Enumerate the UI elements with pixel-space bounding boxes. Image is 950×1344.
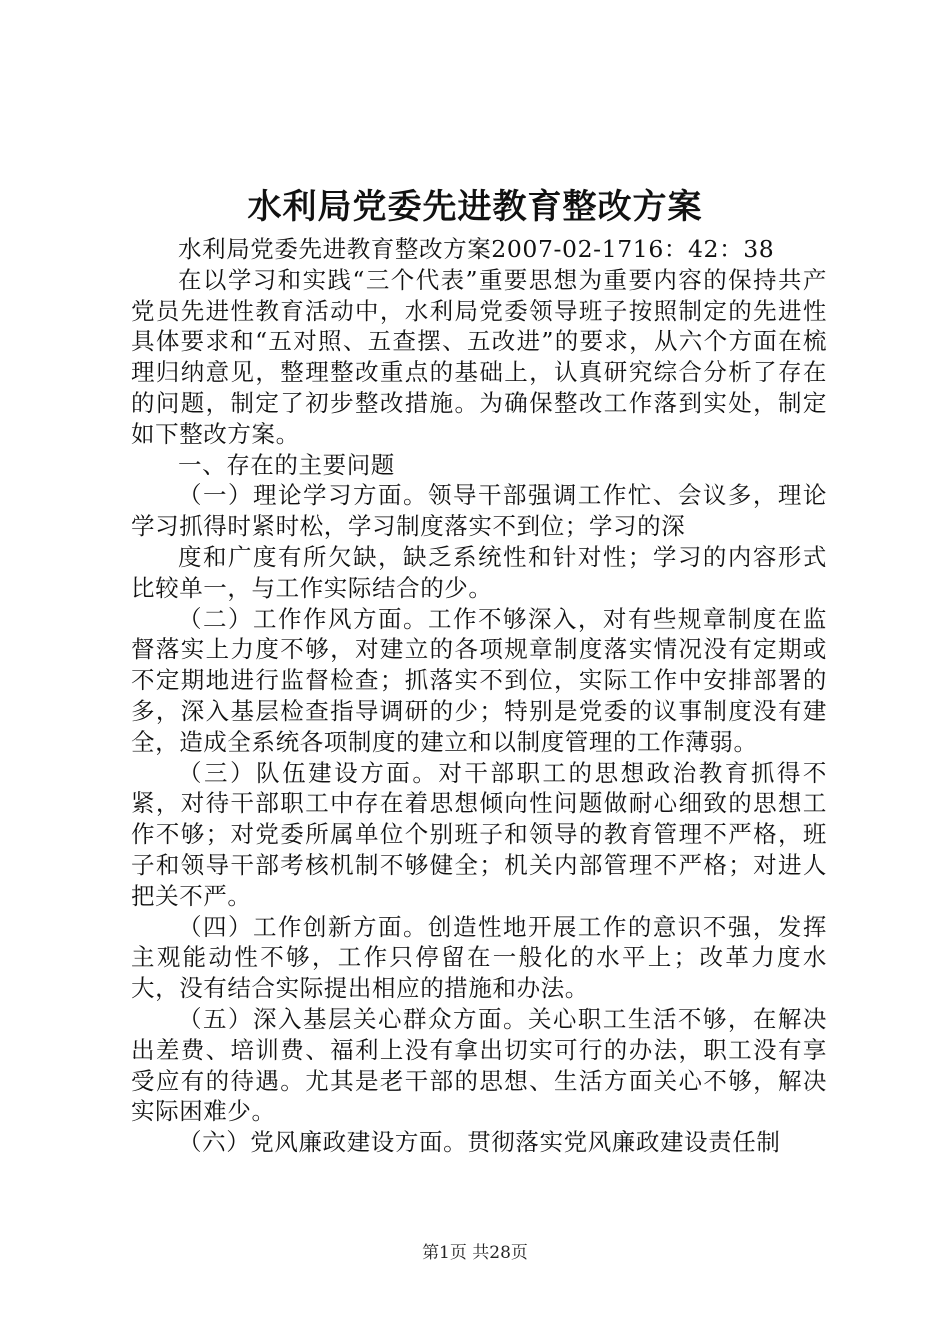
document-body	[131, 234, 827, 1158]
section-heading-main-problems: 一、存在的主要问题	[178, 450, 395, 479]
paragraph-clean-governance: （六）党风廉政建设方面。贯彻落实党风廉政建设责任制	[178, 1128, 781, 1157]
paragraph-theory-study: （一）理论学习方面。领导干部强调工作忙、会议多，理论学习抓得时紧时松，学习制度落实不到位；学习的深	[131, 481, 827, 541]
paragraph-grassroots-care: （五）深入基层关心群众方面。关心职工生活不够，在解决出差费、培训费、福利上没有拿出切实可行的办法，职工没有享受应有的待遇。尤其是老干部的思想、生活方面关心不够，解决实际困难少。	[131, 1004, 827, 1126]
paragraph-innovation: （四）工作创新方面。创造性地开展工作的意识不强，发挥主观能动性不够，工作只停留在一般化的水平上；改革力度水大，没有结合实际提出相应的措施和办法。	[131, 912, 827, 1003]
page-footer: 第1页 共28页	[422, 1243, 528, 1263]
paragraph-work-style: （二）工作作风方面。工作不够深入，对有些规章制度在监督落实上力度不够，对建立的各项规章制度落实情况没有定期或不定期地进行监督检查；抓落实不到位，实际工作中安排部署的多，深入基层检查指导调研的少；特别是党委的议事制度没有建全，造成全系统各项制度的建立和以制度管理的工作薄弱。	[131, 604, 827, 756]
paragraph-intro: 在以学习和实践“三个代表”重要思想为重要内容的保持共产党员先进性教育活动中，水利局党委领导班子按照制定的先进性具体要求和“五对照、五查摆、五改进”的要求，从六个方面在梳理归纳意见，整理整改重点的基础上，认真研究综合分析了存在的问题，制定了初步整改措施。为确保整改工作落到实处，制定如下整改方案。	[131, 265, 827, 448]
paragraph-theory-study-continued: 度和广度有所欠缺，缺乏系统性和针对性；学习的内容形式比较单一，与工作实际结合的少。	[131, 542, 827, 602]
document-title: 水利局党委先进教育整改方案	[247, 187, 703, 227]
paragraph-team-building: （三）队伍建设方面。对干部职工的思想政治教育抓得不紧，对待干部职工中存在着思想倾向性问题做耐心细致的思想工作不够；对党委所属单位个别班子和领导的教育管理不严格，班子和领导干部考核机制不够健全；机关内部管理不严格；对进人把关不严。	[131, 758, 827, 910]
paragraph-date-line: 水利局党委先进教育整改方案2007-02-1716：42：38	[178, 235, 775, 263]
